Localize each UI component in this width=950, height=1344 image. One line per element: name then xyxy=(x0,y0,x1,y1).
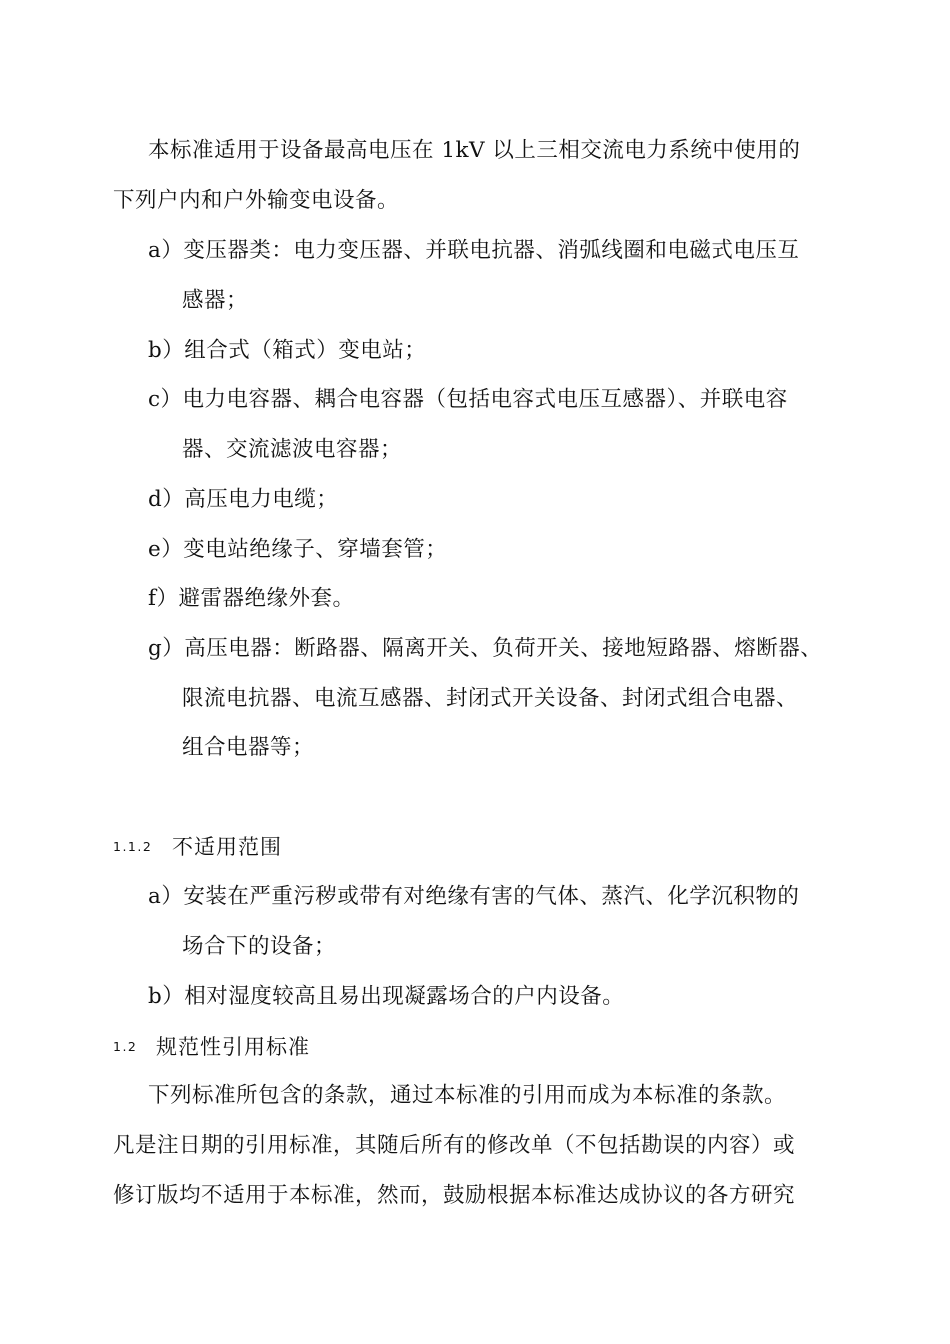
list-item-e: e）变电站绝缘子、穿墙套管； xyxy=(148,537,448,562)
list-item-g-line-3: 组合电器等； xyxy=(182,735,315,760)
list-item-c-line-2: 器、交流滤波电容器； xyxy=(182,437,403,462)
list-item-b: b）组合式（箱式）变电站； xyxy=(148,338,427,363)
section-title-normative-references: 规范性引用标准 xyxy=(156,1035,310,1059)
list-item-c-line-1: c）电力电容器、耦合电容器（包括电容式电压互感器）、并联电容 xyxy=(148,387,788,412)
references-para-line-2: 凡是注日期的引用标准，其随后所有的修改单（不包括勘误的内容）或 xyxy=(113,1133,796,1158)
section-number-1-2: 1.2 xyxy=(113,1039,138,1054)
list-item-g-line-2: 限流电抗器、电流互感器、封闭式开关设备、封闭式组合电器、 xyxy=(182,686,799,711)
list-item-a-line-1: a）变压器类：电力变压器、并联电抗器、消弧线圈和电磁式电压互 xyxy=(148,238,800,263)
references-para-line-3: 修订版均不适用于本标准，然而，鼓励根据本标准达成协议的各方研究 xyxy=(113,1183,796,1208)
exclusion-item-a-line-1: a）安装在严重污秽或带有对绝缘有害的气体、蒸汽、化学沉积物的 xyxy=(148,884,800,909)
intro-line-1: 本标准适用于设备最高电压在 1kV 以上三相交流电力系统中使用的 xyxy=(148,138,801,163)
section-number-1-1-2: 1.1.2 xyxy=(113,839,153,854)
exclusion-item-a-line-2: 场合下的设备； xyxy=(182,934,337,959)
intro-line-2: 下列户内和户外输变电设备。 xyxy=(113,188,400,213)
list-item-a-line-2: 感器； xyxy=(182,288,249,313)
references-para-line-1: 下列标准所包含的条款，通过本标准的引用而成为本标准的条款。 xyxy=(148,1083,787,1108)
exclusion-item-b: b）相对湿度较高且易出现凝露场合的户内设备。 xyxy=(148,984,625,1009)
list-item-g-line-1: g）高压电器：断路器、隔离开关、负荷开关、接地短路器、熔断器、 xyxy=(148,636,823,661)
list-item-f: f）避雷器绝缘外套。 xyxy=(148,586,355,611)
list-item-d: d）高压电力电缆； xyxy=(148,487,339,512)
section-title-not-applicable: 不适用范围 xyxy=(172,835,282,859)
